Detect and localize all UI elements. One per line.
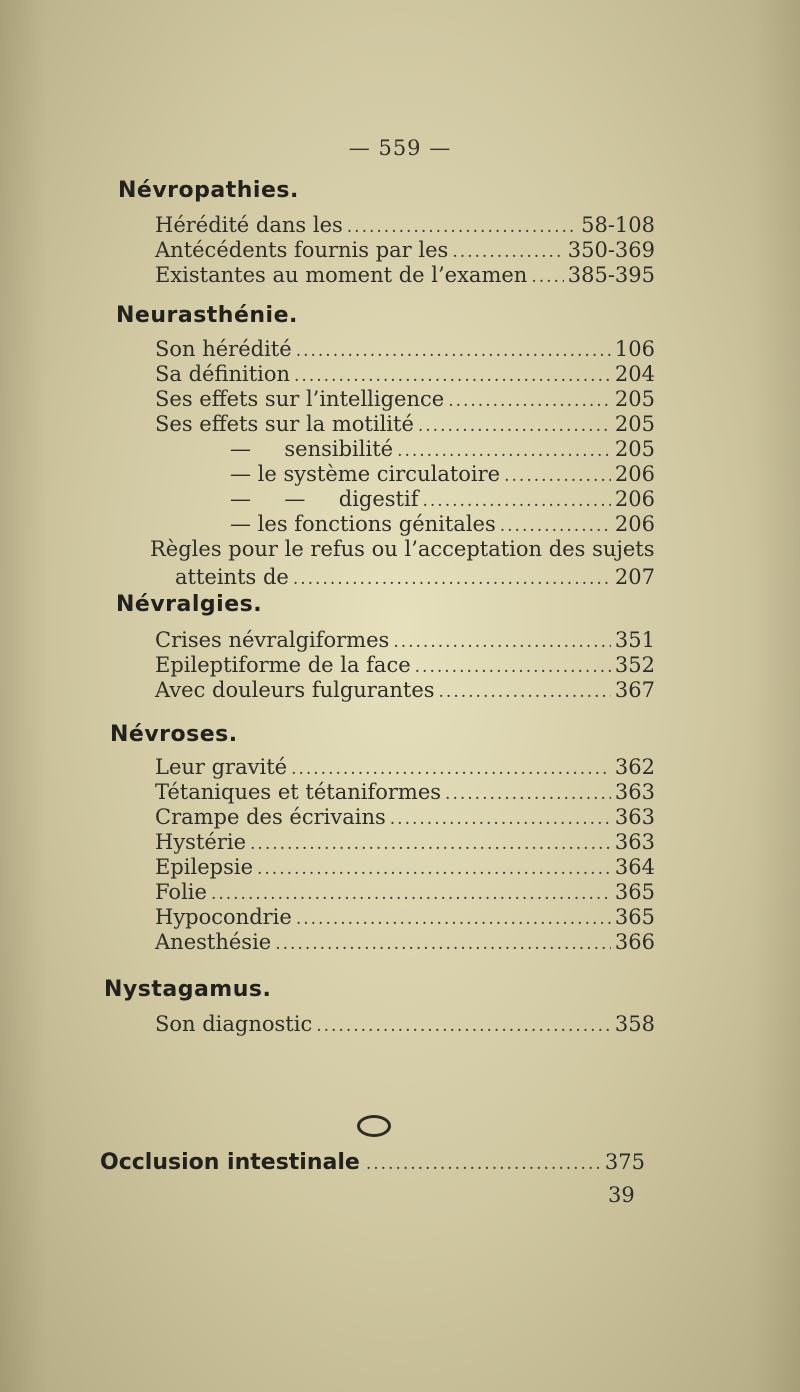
entry-label: Occlusion intestinale	[100, 1150, 360, 1175]
leader-dots	[397, 441, 611, 461]
entry-label: Hérédité dans les	[155, 213, 343, 237]
entry-label: Ses effets sur la motilité	[155, 412, 414, 436]
entry-page: 352	[614, 653, 655, 677]
entry-page: 106	[614, 337, 655, 361]
entry-label: Sa définition	[155, 362, 291, 386]
section-heading-neurasthenie: Neurasthénie.	[116, 303, 298, 328]
index-entry	[155, 678, 655, 708]
entry-page: 367	[614, 678, 655, 702]
entry-page: 385-395	[567, 263, 655, 287]
leader-dots	[452, 242, 563, 262]
entry-label: Anesthésie	[155, 930, 272, 954]
entry-page: 350-369	[567, 238, 655, 262]
index-entry	[155, 263, 655, 293]
entry-label: Son diagnostic	[155, 1012, 313, 1036]
entry-label: — le système circulatoire	[230, 462, 501, 486]
entry-label: Folie	[155, 880, 207, 904]
leader-dots	[500, 516, 611, 536]
entry-page: 206	[614, 512, 655, 536]
entry-label: Ses effets sur l’intelligence	[155, 387, 445, 411]
leader-dots	[445, 784, 611, 804]
entry-page: 364	[614, 855, 655, 879]
index-entry-occlusion	[100, 1150, 645, 1175]
entry-label: Tétaniques et tétaniformes	[155, 780, 442, 804]
leader-dots	[418, 416, 611, 436]
leader-dots	[293, 569, 611, 589]
entry-page: 363	[614, 830, 655, 854]
leader-dots	[415, 657, 611, 677]
leader-dots	[448, 391, 611, 411]
index-entry	[155, 930, 655, 960]
page-number: — 559 —	[348, 136, 452, 160]
entry-page: 363	[614, 805, 655, 829]
entry-page: 365	[614, 880, 655, 904]
entry-page: 204	[614, 362, 655, 386]
entry-page: 207	[614, 565, 655, 589]
leader-dots	[504, 466, 611, 486]
entry-label: atteints de	[175, 565, 289, 589]
entry-label: Son hérédité	[155, 337, 292, 361]
entry-label: Hystérie	[155, 830, 247, 854]
entry-label: Epilepsie	[155, 855, 253, 879]
entry-label: Antécédents fournis par les	[155, 238, 449, 262]
leader-dots	[423, 491, 611, 511]
section-heading-nevroses: Névroses.	[110, 722, 238, 747]
entry-label: — sensibilité	[230, 437, 394, 461]
leader-dots	[316, 1016, 611, 1036]
leader-dots	[393, 632, 611, 652]
leader-dots	[257, 859, 611, 879]
entry-label: — les fonctions génitales	[230, 512, 496, 536]
leader-dots	[291, 759, 611, 779]
leader-dots	[294, 366, 611, 386]
entry-label: Hypocondrie	[155, 905, 292, 929]
leader-dots	[296, 341, 611, 361]
entry-page: 205	[614, 412, 655, 436]
leader-dots	[275, 934, 611, 954]
leader-dots	[366, 1154, 599, 1174]
index-entry	[175, 565, 655, 595]
section-heading-nystagamus: Nystagamus.	[104, 977, 272, 1002]
entry-label: Crampe des écrivains	[155, 805, 386, 829]
leader-dots	[296, 909, 611, 929]
entry-page: 375	[604, 1150, 645, 1174]
entry-page: 358	[614, 1012, 655, 1036]
entry-page: 205	[614, 387, 655, 411]
entry-label: Crises névralgiformes	[155, 628, 390, 652]
section-heading-nevralgies: Névralgies.	[116, 592, 263, 617]
multiline-entry-first-line: Règles pour le refus ou l’acceptation des sujets	[150, 537, 655, 561]
index-entry	[155, 1012, 655, 1042]
entry-page: 58-108	[581, 213, 655, 237]
entry-page: 205	[614, 437, 655, 461]
leader-dots	[250, 834, 611, 854]
section-heading-nevropathies: Névropathies.	[118, 178, 299, 203]
entry-label: Epileptiforme de la face	[155, 653, 411, 677]
entry-page: 362	[614, 755, 655, 779]
leader-dots	[211, 884, 611, 904]
leader-dots	[390, 809, 611, 829]
leader-dots	[439, 682, 611, 702]
leader-dots	[531, 267, 563, 287]
entry-page: 365	[614, 905, 655, 929]
entry-page: 351	[614, 628, 655, 652]
entry-label: Existantes au moment de l’examen	[155, 263, 528, 287]
entry-page: 363	[614, 780, 655, 804]
entry-page: 206	[614, 487, 655, 511]
signature-mark: 39	[608, 1183, 635, 1207]
entry-label: Leur gravité	[155, 755, 288, 779]
letter-divider-o	[357, 1115, 391, 1137]
entry-label: Avec douleurs fulgurantes	[155, 678, 435, 702]
entry-label: — — digestif	[230, 487, 419, 511]
leader-dots	[347, 217, 577, 237]
entry-page: 206	[614, 462, 655, 486]
entry-page: 366	[614, 930, 655, 954]
